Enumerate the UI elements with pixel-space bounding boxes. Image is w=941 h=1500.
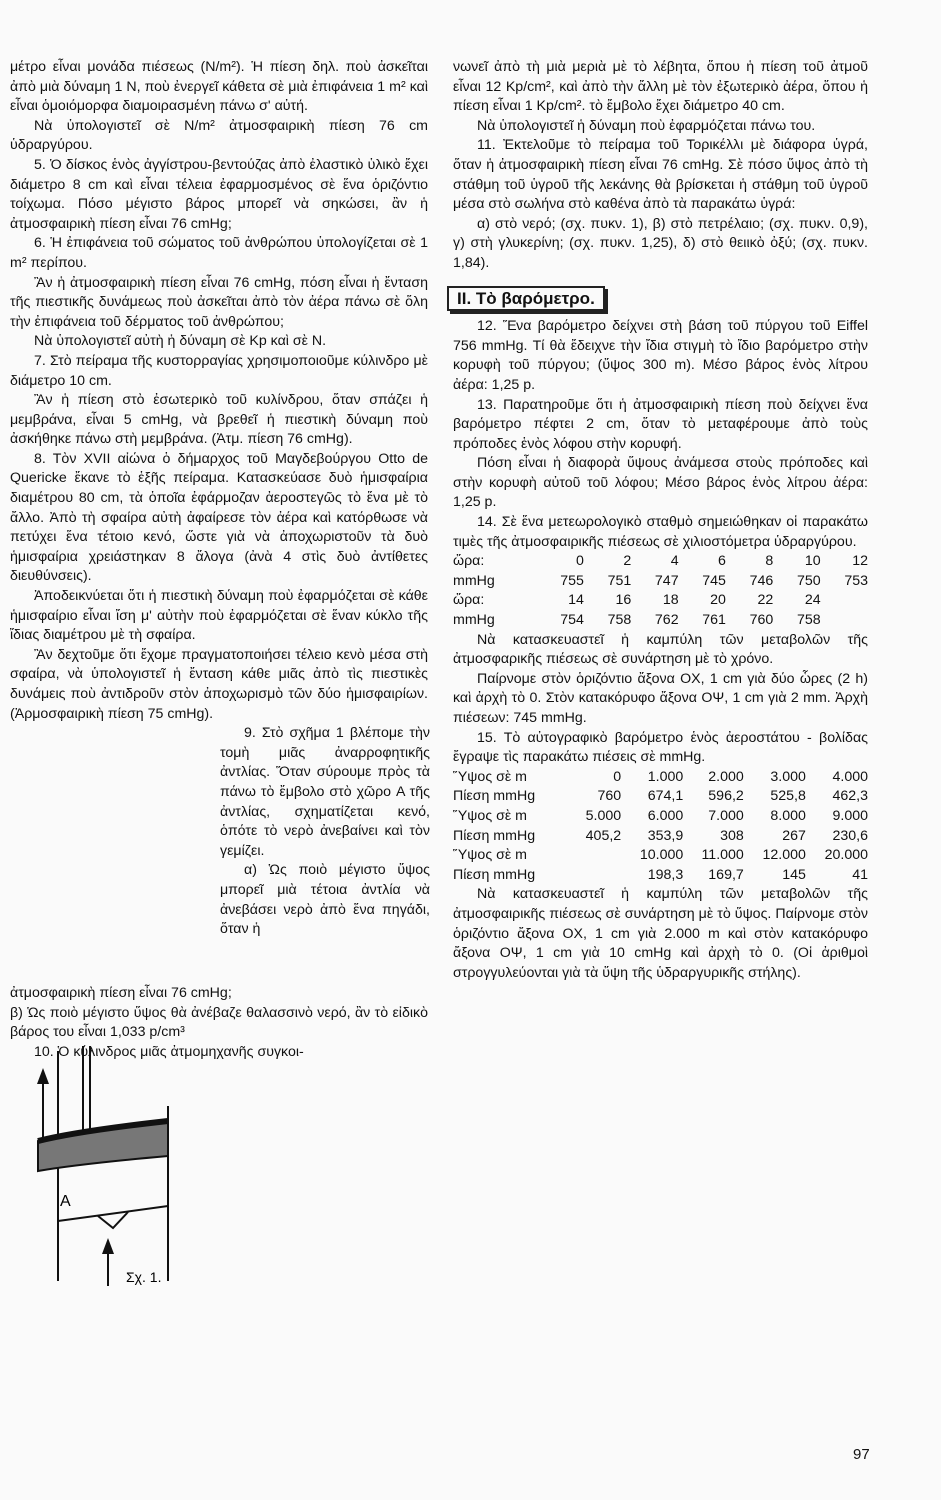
paragraph: Ἂν δεχτοῦμε ὅτι ἔχομε πραγματοποιήσει τέλειο κενὸ μέσα στὴ σφαίρα, νὰ ὑπολογιστεῖ ἡ ἔνταση κάθε μιᾶς ἀπὸ τὶς πιεστικὲς δυνάμεις ποὺ ἀντιδροῦν στὸν ἀποχωρισμὸ τῶν δύο ἡμισφαιρίων. (Ἁρμοσφαιρικὴ πίεση 75 cmHg). (10, 646, 428, 722)
arrow-head-icon (102, 1238, 114, 1254)
table-row (453, 846, 868, 866)
table-cell: Πίεση mmHg (453, 827, 536, 844)
table-cell: 2 (623, 553, 632, 570)
figure-block (10, 724, 428, 984)
table-cell: 745 (702, 572, 726, 589)
table-cell: 9.000 (832, 807, 868, 824)
table-cell: ὥρα: (453, 553, 485, 570)
table-cell: ὥρα: (453, 592, 485, 609)
table-row (453, 787, 868, 807)
problem-10: 10. Ὁ κύλινδρος μιᾶς ἀτμομηχανῆς συγκοι- (34, 1043, 304, 1060)
problem-5: 5. Ὁ δίσκος ἑνὸς ἀγγίστρου-βεντούζας ἀπὸ ἐλαστικὸ ὑλικὸ ἔχει διάμετρο 8 cm καὶ εἶναι τέλεια ἐφαρμοσμένος σὲ ἕνα ὁριζόντιο τοίχωμα. Πόσο μέγιστο βάρος μπορεῖ νὰ σηκώσει, ἂν ἡ ἀτμοσφαιρικὴ πίεση εἶναι 76 cmHg; (10, 156, 428, 232)
table-cell: 758 (796, 612, 821, 629)
table-cell: 2.000 (708, 768, 744, 785)
section-heading: II. Τὸ βαρόμετρο. (447, 286, 605, 312)
pump-diagram (18, 1046, 198, 1296)
arrow-head-icon (37, 1068, 49, 1084)
valve-line (58, 1206, 168, 1221)
table-cell: 6 (718, 553, 726, 570)
problem-7: 7. Στὸ πείραμα τῆς κυστορραγίας χρησιμοποιοῦμε κύλινδρο μὲ διάμετρο 10 cm. (10, 352, 428, 389)
table-cell: 18 (662, 592, 679, 609)
table-row (453, 572, 868, 592)
table-cell: 755 (560, 572, 584, 589)
table-cell: 16 (615, 592, 632, 609)
table-cell: 3.000 (770, 768, 806, 785)
table-cell: 22 (757, 592, 774, 609)
paragraph: Πόση εἶναι ἡ διαφορὰ ὕψους ἀνάμεσα στοὺς πρόποδες καὶ στὴν κορυφὴ αὐτοῦ τοῦ λόφου; Μέσο βάρος ἑνὸς λίτρου ἀέρα: 1,25 p. (453, 455, 868, 511)
page-number: 97 (853, 1446, 870, 1463)
paragraph: Νὰ κατασκευαστεῖ ἡ καμπύλη τῶν μεταβολῶν τῆς ἀτμοσφαρικῆς πιέσεως σὲ συνάρτηση μὲ τὸ χρόνο. (453, 631, 868, 668)
table-cell: 525,8 (770, 788, 806, 805)
table-cell: 10 (804, 553, 821, 570)
table-cell: Ὕψος σὲ m (453, 847, 527, 864)
left-column (10, 58, 428, 1063)
problem-9: 9. Στὸ σχῆμα 1 βλέπομε τὴν τομὴ μιᾶς ἀναρροφητικῆς ἀντλίας. Ὅταν σύρουμε πρὸς τὰ πάνω τὸ ἔμβολο στὸ χῶρο A τῆς ἀντλίας, σχηματίζεται κενό, ὁπότε τὸ νερὸ ἀνεβαίνει καὶ τὸν γεμίζει. (220, 725, 430, 859)
problem-14: 14. Σὲ ἕνα μετεωρολογικὸ σταθμὸ σημειώθηκαν οἱ παρακάτω τιμὲς τῆς ἀτμοσφαιρικῆς πιέσεως σὲ χιλιοστόμετρα ὑδραργύρου. (453, 514, 868, 550)
table-cell: 674,1 (647, 788, 684, 805)
table-cell: 20.000 (824, 847, 868, 864)
table-cell: Ὕψος σὲ m (453, 768, 527, 785)
paragraph: Νὰ ὑπολογιστεῖ σὲ N/m² ἀτμοσφαιρικὴ πίεση 76 cm ὑδραργύρου. (10, 117, 428, 154)
table-row (453, 807, 868, 827)
figure-side-text (220, 724, 430, 940)
table-row (453, 827, 868, 847)
chamber-label: A (60, 1193, 71, 1210)
table-cell: 11.000 (701, 847, 744, 864)
table-cell: 267 (782, 827, 806, 844)
table-cell: Ὕψος σὲ m (453, 807, 527, 824)
table-cell: 762 (654, 612, 679, 629)
paragraph: Νὰ ὑπολογιστεῖ ἡ δύναμη ποὺ ἐφαρμόζεται πάνω του. (477, 117, 816, 134)
table-row (453, 591, 868, 611)
table-cell: 1.000 (647, 768, 684, 785)
paragraph: Ἂν ἡ πίεση στὸ ἐσωτερικὸ τοῦ κυλίνδρου, ὅταν σπάζει ἡ μεμβράνα, εἶναι 5 cmHg, νὰ βρεθεῖ ἡ πιεστικὴ δύναμη ποὺ ἀσκήθηκε πάνω στὴ μεμβράνα. (Ἀτμ. πίεση 76 cmHg). (10, 392, 428, 448)
figure-caption: Σχ. 1. (126, 1269, 162, 1285)
paragraph: μέτρο εἶναι μονάδα πιέσεως (N/m²). Ἡ πίεση δηλ. ποὺ ἀσκεῖται ἀπὸ μιὰ δύναμη 1 N, ποὺ ἐνεργεῖ κάθετα σὲ μιὰ ἐπιφάνεια 1 m² καὶ εἶναι ὁμοιόμορφα διαμοιρασμένη πάνω σ' αὐτή. (10, 59, 428, 115)
paragraph: Νὰ κατασκευαστεῖ ἡ καμπύλη τῶν μεταβολῶν τῆς ἀτμοσφαιρικῆς πιέσεως σὲ συνάρτηση μὲ τὸ ὕψος. Παίρνομε στὸν ὁριζόντιο ἄξονα OX, 1 cm γιὰ 2.000 m καὶ στὸν κατακόρυφο ἄξονα OΨ, 1 cm γιὰ 10 cmHg καὶ ἀρχὴ τὸ 0. (Οἱ ἀριθμοὶ στρογγυλεύονται γιὰ τὰ ὕψη τῆς ὑδραργυρικῆς στήλης). (453, 886, 868, 981)
table-cell: 12.000 (762, 847, 806, 864)
table-cell: 41 (852, 866, 868, 883)
table-cell: mmHg (453, 572, 495, 589)
table-cell: 0 (613, 768, 622, 785)
table-cell: 198,3 (647, 866, 684, 883)
paragraph: α) στὸ νερό; (σχ. πυκν. 1), β) στὸ πετρέλαιο; (σχ. πυκν. 0,9), γ) στὴ γλυκερίνη; (σχ. πυκν. 1,25), δ) στὸ θειικὸ ὀξύ; (σχ. πυκν. 1,84). (453, 215, 868, 271)
table-cell: 0 (576, 553, 584, 570)
problem-13: 13. Παρατηροῦμε ὅτι ἡ ἀτμοσφαιρικὴ πίεση ποὺ δείχνει ἕνα βαρόμετρο πέφτει 2 cm, ὅταν τὸ μεταφέρουμε ἀπὸ τοὺς πρόποδες ἑνὸς λόφου στὴν κορυφή. (453, 396, 868, 452)
table-row (453, 552, 868, 572)
table-cell: 596,2 (708, 788, 744, 805)
table-cell: 4 (670, 553, 679, 570)
table-cell: 230,6 (832, 827, 868, 844)
table-cell: 10.000 (639, 847, 684, 864)
table-cell: 6.000 (647, 807, 684, 824)
table-row (453, 866, 868, 886)
problem-8: 8. Τὸν XVII αἰώνα ὁ δήμαρχος τοῦ Μαγδεβούργου Otto de Quericke ἔκανε τὸ ἑξῆς πείραμα. Κατασκεύασε δυὸ ἡμισφαίρια διαμέτρου 80 cm, τὰ ὁποῖα ἐφάρμοζαν ἀεροστεγῶς τὸ ἕνα μὲ τὸ ἄλλο. Ἀπὸ τὴ σφαίρα αὐτὴ ἀφαίρεσε τὸν ἀέρα καὶ κατόρθωσε νὰ πετύχει ἕνα τέτοιο κενό, ὥστε γιὰ νὰ ἀποχωριστοῦν τὰ δυὸ ἡμισφαίρια χρειάστηκαν 8 ἄλογα (ἀνὰ 4 στὶς δυὸ ἀντίθετες διευθύνσεις). (10, 450, 428, 585)
table-cell: 8.000 (770, 807, 806, 824)
table-cell: 14 (568, 592, 584, 609)
table-cell: 462,3 (832, 788, 868, 805)
table-cell: 747 (654, 572, 679, 589)
table-cell (821, 611, 868, 631)
table-cell: 746 (749, 572, 774, 589)
table-cell: Πίεση mmHg (453, 866, 536, 883)
table-cell: 4.000 (832, 768, 868, 785)
table-cell: 8 (765, 553, 774, 570)
table-cell: Πίεση mmHg (453, 788, 536, 805)
problem-11: 11. Ἐκτελοῦμε τὸ πείραμα τοῦ Τορικέλλι μὲ διάφορα ὑγρά, ὅταν ἡ ἀτμοσφαιρικὴ πίεση εἶναι 76 cmHg. Σὲ πόσο ὕψος ἀπὸ τὴ στάθμη τοῦ ὑγροῦ τῆς λεκάνης θὰ βρίσκεται ἡ στάθμη τοῦ ὑγροῦ μέσα στὸ σωλήνα στὸ καθένα ἀπὸ τὰ παρακάτω ὑγρά: (453, 137, 868, 213)
table-cell: 753 (844, 572, 868, 589)
table-cell: 758 (607, 612, 632, 629)
table-cell (821, 591, 868, 611)
table-cell: 145 (782, 866, 806, 883)
table-row (453, 768, 868, 788)
paragraph: Ἂν ἡ ἀτμοσφαιρικὴ πίεση εἶναι 76 cmHg, πόση εἶναι ἡ ἔνταση τῆς πιεστικῆς δυνάμεως ποὺ ἀσκεῖται ἀπὸ τὸν ἀέρα πάνω σὲ ὅλη τὴν ἐπιφάνεια τοῦ δέρματος τοῦ ἀνθρώπου; (10, 274, 428, 330)
right-column (453, 58, 868, 983)
pressure-altitude-table (453, 768, 868, 886)
problem-12: 12. Ἕνα βαρόμετρο δείχνει στὴ βάση τοῦ πύργου τοῦ Eiffel 756 mmHg. Τί θὰ ἔδειχνε τὴν ἴδια στιγμὴ τὸ ἴδιο βαρόμετρο στὴν κορυφὴ τοῦ πύργου; (ὕψος 300 m). Μέσο βάρος ἑνὸς λίτρου ἀέρα: 1,25 p. (453, 318, 868, 393)
table-cell: 751 (607, 572, 632, 589)
pressure-time-table (453, 552, 868, 630)
table-cell: 754 (560, 612, 584, 629)
table-cell: mmHg (453, 612, 495, 629)
table-cell: 308 (720, 827, 744, 844)
problem-15: 15. Τὸ αὐτογραφικὸ βαρόμετρο ἑνὸς ἀεροστάτου - βολίδας ἔγραψε τὶς παρακάτω πιέσεις σὲ mmHg. (453, 729, 868, 766)
table-cell (570, 846, 621, 866)
table-cell: 169,7 (708, 866, 744, 883)
table-cell: 750 (796, 572, 821, 589)
paragraph: ἀτμοσφαιρικὴ πίεση εἶναι 76 cmHg; (10, 985, 232, 1002)
paragraph: Νὰ ὑπολογιστεῖ αὐτὴ ἡ δύναμη σὲ Kp καὶ σὲ N. (34, 333, 327, 350)
paragraph: α) Ὡς ποιὸ μέγιστο ὕψος μπορεῖ μιὰ τέτοια ἀντλία νὰ ἀνεβάσει νερὸ ἀπὸ ἕνα πηγάδι, ὅταν ἡ (220, 862, 430, 938)
problem-6: 6. Ἡ ἐπιφάνεια τοῦ σώματος τοῦ ἀνθρώπου ὑπολογίζεται σὲ 1 m² περίπου. (10, 235, 428, 271)
table-cell: 12 (852, 553, 868, 570)
paragraph: Παίρνομε στὸν ὁριζόντιο ἄξονα OX, 1 cm γιὰ δύο ὧρες (2 h) καὶ ἀρχὴ τὸ 0. Στὸν κατακόρυφο ἄξονα OΨ, 1 cm γιὰ 2 mm. Ἀρχὴ πιέσεων: 745 mmHg. (453, 670, 868, 726)
paragraph: Ἀποδεικνύεται ὅτι ἡ πιεστικὴ δύναμη ποὺ ἐφαρμόζεται σὲ κάθε ἡμισφαίριο εἶναι ἴση μ' αὐτὴν ποὺ ἐφαρμόζεται σὲ ἕναν κύκλο τῆς ἴδιας διαμέτρου μὲ τὴ σφαίρα. (10, 588, 428, 644)
table-cell: 761 (702, 612, 726, 629)
table-cell: 20 (710, 592, 726, 609)
table-cell: 5.000 (585, 807, 622, 824)
table-cell: 405,2 (585, 827, 622, 844)
table-row (453, 611, 868, 631)
paragraph: β) Ὡς ποιὸ μέγιστο ὕψος θὰ ἀνέβαζε θαλασσινὸ νερό, ἂν τὸ εἰδικὸ βάρος του εἶναι 1,033 p/cm³ (10, 1004, 428, 1041)
paragraph: νωνεῖ ἀπὸ τὴ μιὰ μεριὰ μὲ τὸ λέβητα, ὅπου ἡ πίεση τοῦ ἀτμοῦ εἶναι 12 Kp/cm², καὶ ἀπὸ τὴν ἄλλη μὲ τὸν ἐξωτερικὸ ἀέρα, ὅπου ἡ πίεση εἶναι 1 Kp/cm². τὸ ἔμβολο ἔχει διάμετρο 40 cm. (453, 59, 868, 115)
table-cell (570, 866, 621, 886)
table-cell: 24 (804, 592, 821, 609)
table-cell: 7.000 (708, 807, 744, 824)
table-cell: 353,9 (647, 827, 684, 844)
table-cell: 760 (597, 788, 622, 805)
table-cell: 760 (749, 612, 774, 629)
